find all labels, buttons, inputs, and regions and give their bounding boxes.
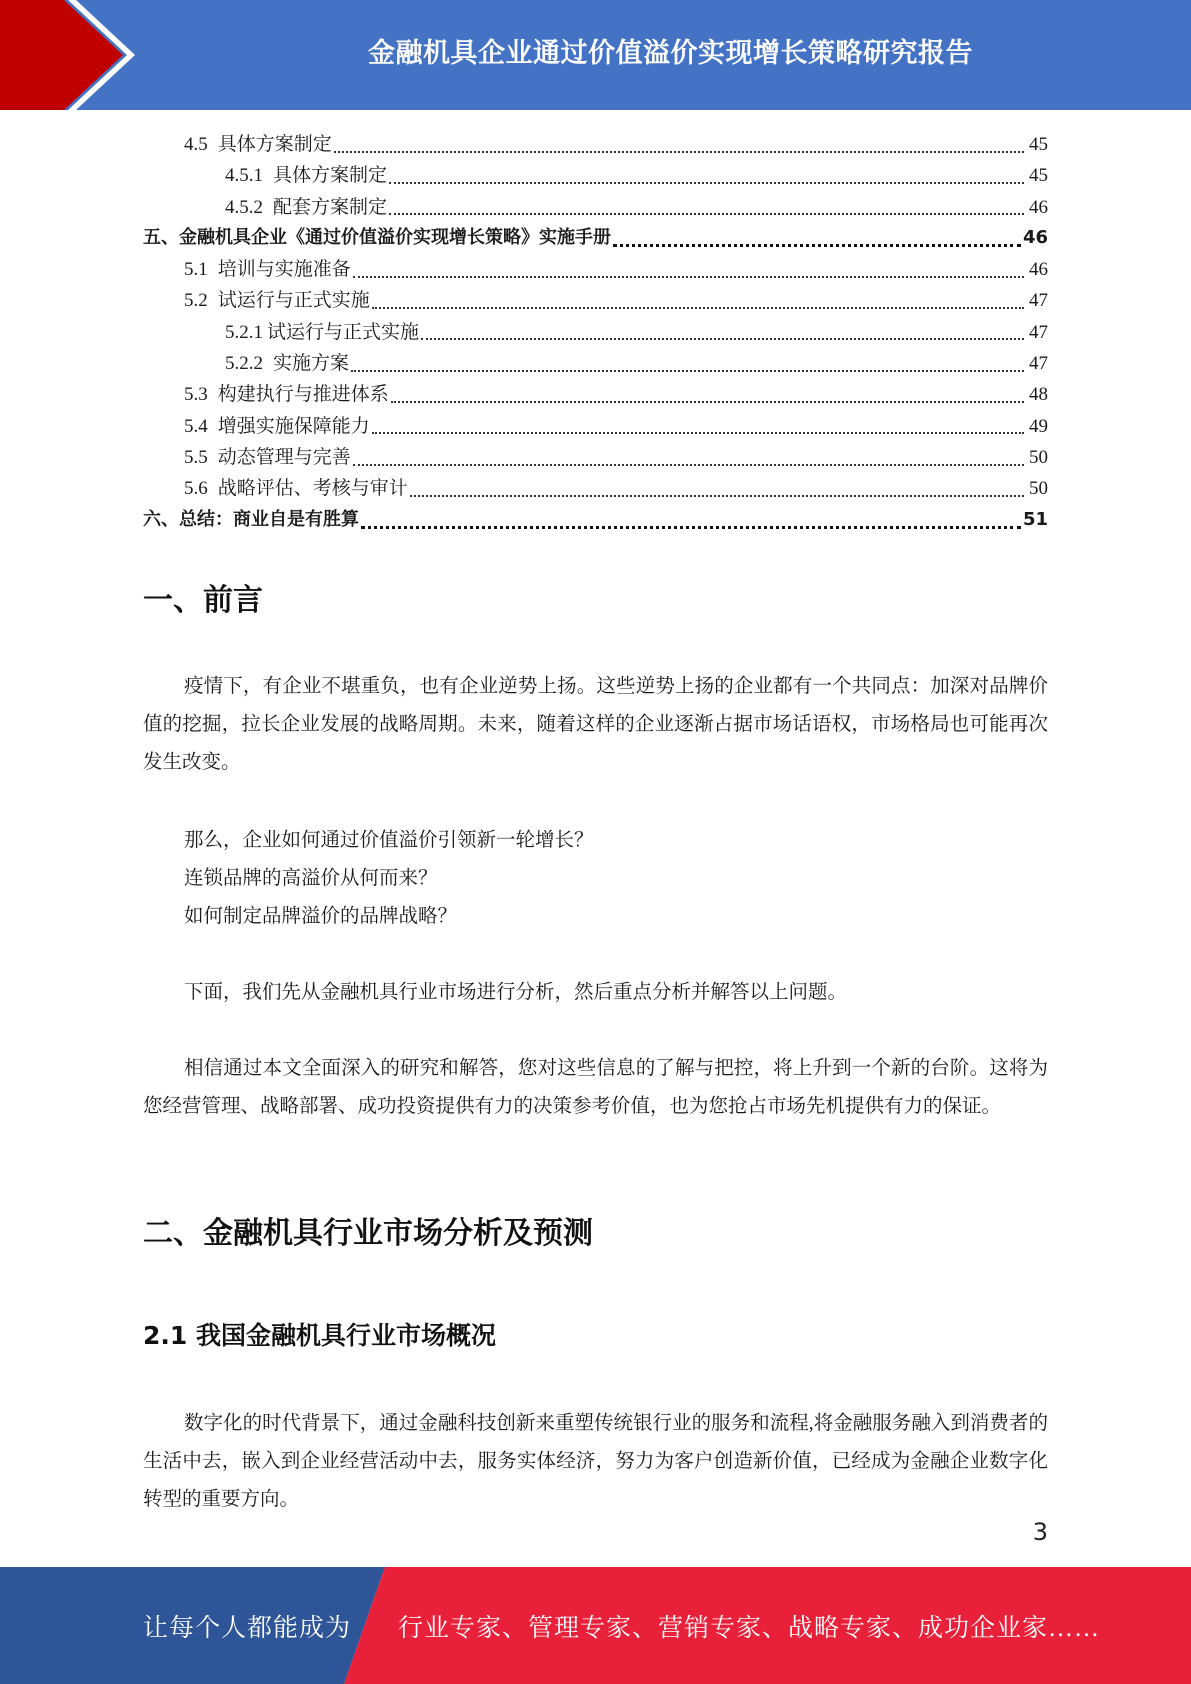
toc-entry-number: 5.6 xyxy=(184,478,208,500)
toc-entry-page: 47 xyxy=(1029,321,1048,343)
toc-entry[interactable] xyxy=(143,254,1048,285)
subsection-heading: 2.1 我国金融机具行业市场概况 xyxy=(143,1321,496,1350)
toc-entry-title: 五、金融机具企业《通过价值溢价实现增长策略》实施手册 xyxy=(143,226,611,248)
toc-entry-page: 50 xyxy=(1029,478,1048,500)
toc-leader-dots xyxy=(361,512,1021,529)
toc-entry-title: 试运行与正式实施 xyxy=(267,321,420,343)
toc-leader-dots xyxy=(353,262,1024,278)
toc-entry[interactable] xyxy=(143,411,1048,442)
toc-entry[interactable] xyxy=(143,348,1048,379)
header-arrow-icon xyxy=(0,0,150,110)
toc-entry-page: 48 xyxy=(1029,384,1048,406)
toc-leader-dots xyxy=(351,356,1024,372)
toc-entry[interactable] xyxy=(143,473,1048,504)
toc-entry-page: 50 xyxy=(1029,446,1048,468)
toc-entry[interactable] xyxy=(143,192,1048,223)
toc-entry-title: 试运行与正式实施 xyxy=(217,290,370,312)
toc-entry[interactable] xyxy=(143,285,1048,316)
toc-entry-title: 培训与实施准备 xyxy=(217,259,351,281)
toc-entry-page: 45 xyxy=(1029,134,1048,155)
toc-entry-page: 47 xyxy=(1029,353,1048,375)
toc-entry-title: 具体方案制定 xyxy=(217,134,332,155)
toc-leader-dots xyxy=(389,199,1024,215)
toc-entry-title: 构建执行与推进体系 xyxy=(217,384,389,406)
footer-banner xyxy=(0,1567,1191,1684)
toc-entry-number: 5.2 xyxy=(184,290,208,312)
header-banner xyxy=(0,0,1191,110)
toc-entry-number: 4.5 xyxy=(184,134,208,155)
toc-entry-page: 46 xyxy=(1029,196,1048,218)
footer-slogan-left: 让每个人都能成为 xyxy=(143,1614,352,1642)
toc-entry-chapter[interactable] xyxy=(143,223,1048,254)
toc-leader-dots xyxy=(334,137,1024,153)
toc-entry-number: 5.5 xyxy=(184,446,208,468)
toc-entry-number: 5.3 xyxy=(184,384,208,406)
toc-entry-number: 4.5.2 xyxy=(225,196,263,218)
toc-entry[interactable] xyxy=(143,129,1048,160)
toc-entry-page: 49 xyxy=(1029,415,1048,437)
toc-entry[interactable] xyxy=(143,442,1048,473)
question-line: 连锁品牌的高溢价从何而来？ xyxy=(184,868,438,889)
toc-entry[interactable] xyxy=(143,160,1048,191)
body-paragraph: 数字化的时代背景下，通过金融科技创新来重塑传统银行业的服务和流程,将金融服务融入到消费者的生活中去，嵌入到企业经营活动中去，服务实体经济，努力为客户创造新价值，已经成为金融企业数字化转型的重要方向。 xyxy=(143,1413,1048,1510)
toc-leader-dots xyxy=(421,324,1024,340)
section-heading-market-analysis: 二、金融机具行业市场分析及预测 xyxy=(143,1216,593,1251)
toc-entry-title: 增强实施保障能力 xyxy=(217,415,370,437)
toc-entry-number: 5.4 xyxy=(184,415,208,437)
toc-entry-page: 51 xyxy=(1022,508,1048,530)
toc-leader-dots xyxy=(372,418,1024,434)
toc-entry-title: 战略评估、考核与审计 xyxy=(217,478,408,500)
document-title: 金融机具企业通过价值溢价实现增长策略研究报告 xyxy=(368,37,973,69)
toc-entry-number: 4.5.1 xyxy=(225,165,263,187)
toc-entry-title: 动态管理与完善 xyxy=(217,446,351,468)
toc-entry[interactable] xyxy=(143,317,1048,348)
toc-entry-page: 47 xyxy=(1029,290,1048,312)
body-paragraph: 下面，我们先从金融机具行业市场进行分析，然后重点分析并解答以上问题。 xyxy=(184,982,848,1003)
toc-entry[interactable] xyxy=(143,379,1048,410)
page-number: 3 xyxy=(1032,1518,1048,1546)
toc-entry-number: 5.2.1 xyxy=(225,321,263,343)
toc-leader-dots xyxy=(353,450,1024,466)
toc-entry-page: 46 xyxy=(1022,226,1048,248)
footer-slogan-right: 行业专家、管理专家、营销专家、战略专家、成功企业家…… xyxy=(398,1614,1101,1642)
toc-leader-dots xyxy=(410,481,1024,497)
toc-entry-title: 六、总结：商业自是有胜算 xyxy=(143,508,359,530)
toc-entry-number: 5.2.2 xyxy=(225,353,263,375)
toc-entry-title: 实施方案 xyxy=(273,353,350,375)
body-paragraph: 疫情下，有企业不堪重负，也有企业逆势上扬。这些逆势上扬的企业都有一个共同点：加深对品牌价值的挖掘，拉长企业发展的战略周期。未来，随着这样的企业逐渐占据市场话语权，市场格局也可能再次发生改变。 xyxy=(143,676,1048,773)
toc-leader-dots xyxy=(372,293,1024,309)
toc-entry-title: 具体方案制定 xyxy=(273,165,388,187)
question-line: 如何制定品牌溢价的品牌战略？ xyxy=(184,906,458,927)
body-paragraph: 相信通过本文全面深入的研究和解答，您对这些信息的了解与把控，将上升到一个新的台阶。这将为您经营管理、战略部署、成功投资提供有力的决策参考价值，也为您抢占市场先机提供有力的保证。 xyxy=(143,1058,1048,1117)
section-heading-preface: 一、前言 xyxy=(143,583,263,618)
toc-leader-dots xyxy=(613,230,1021,247)
toc-leader-dots xyxy=(391,387,1024,403)
toc-entry-chapter[interactable] xyxy=(143,505,1048,536)
question-line: 那么，企业如何通过价值溢价引领新一轮增长？ xyxy=(184,830,594,851)
toc-entry-title: 配套方案制定 xyxy=(273,196,388,218)
toc-entry-page: 45 xyxy=(1029,165,1048,187)
toc-leader-dots xyxy=(389,168,1024,184)
toc-entry-number: 5.1 xyxy=(184,259,208,281)
toc-entry-page: 46 xyxy=(1029,259,1048,281)
table-of-contents xyxy=(143,129,1048,536)
